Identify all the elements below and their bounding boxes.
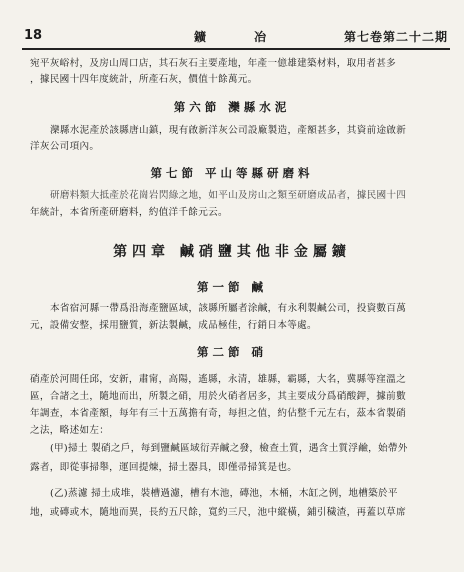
section-heading: 第六節 灤縣水泥 <box>173 100 291 114</box>
section-heading: 第二節 硝 <box>196 345 267 359</box>
text-line: 年調查，本省產額，每年有三十五萬擔有奇，每担之值，約佔整千元左右，茲本省製硝 <box>30 408 406 419</box>
section-heading: 第一節 鹹 <box>196 280 267 294</box>
list-item-line: 地，或磚或木，隨地而異，長約五尺餘，寬約三尺，池中縱橫，鋪引穢渣，再蓋以草席 <box>30 507 406 518</box>
header-rule <box>22 48 450 50</box>
text-line: 之法，略述如左： <box>30 425 110 436</box>
section-heading: 第七節 平山等縣研磨料 <box>150 166 314 180</box>
text-line: 本省宿河縣一帶爲沿海產鹽區域，該縣所屬者涂鹹，有永利製鹹公司，投資數百萬 <box>50 303 407 314</box>
list-item-line: (乙)蒸濾 掃土成堆，裝槽過濾，槽有木池，磚池，木桶，木缸之例，地槽築於平 <box>50 488 398 499</box>
text-line: ，據民國十四年度統計，所產石灰，價值十餘萬元。 <box>30 74 258 85</box>
page-number: 18 <box>24 28 43 43</box>
text-line: 灤縣水泥產於該縣唐山鎮，現有啟新洋灰公司設廠製造，產額甚多，其資前途啟新 <box>50 125 407 136</box>
text-line: 宛平灰峪村，及房山周口店，其石灰石主要產地，年產一億雄建築材料，取用者甚多 <box>30 58 397 69</box>
list-item-line: (甲)掃土 製硝之戶，每到鹽鹹區域衍弄鹹之發，檢查土質，遇含土質浮鹼，始帶外 <box>50 443 408 454</box>
text-line: 洋灰公司項內。 <box>30 141 100 152</box>
chapter-heading: 第四章 鹹硝鹽其他非金屬鑛 <box>113 244 351 260</box>
text-line: 研磨料類大抵產於花崗岩閃綠之地，如平山及房山之類至研磨成品者，據民國十四 <box>50 190 407 201</box>
text-line: 區，合諸之土，隨地而出，所製之硝，用於火硝者居多，其主要成分爲硝酸鉀，據前數 <box>30 391 406 402</box>
running-title: 鑛 冶 <box>194 30 289 44</box>
text-line: 年統計，本省所產研磨料，約值洋千餘元云。 <box>30 207 228 218</box>
text-line: 元，設備安整，採用鹽質，新法製鹹，成品極佳，行銷日本等處。 <box>30 320 317 331</box>
page-header <box>24 28 448 48</box>
volume-issue: 第七卷第二十二期 <box>343 30 448 44</box>
text-line: 硝產於河間任邱，安新，肅甯，高陽，遙縣，永清，雄縣，霸縣，大名，冀縣等窪溫之 <box>30 374 406 385</box>
list-item-line: 露者，即從事掃舉，運回提煉，掃土器具，即僅帚掃箕是也。 <box>30 462 298 473</box>
